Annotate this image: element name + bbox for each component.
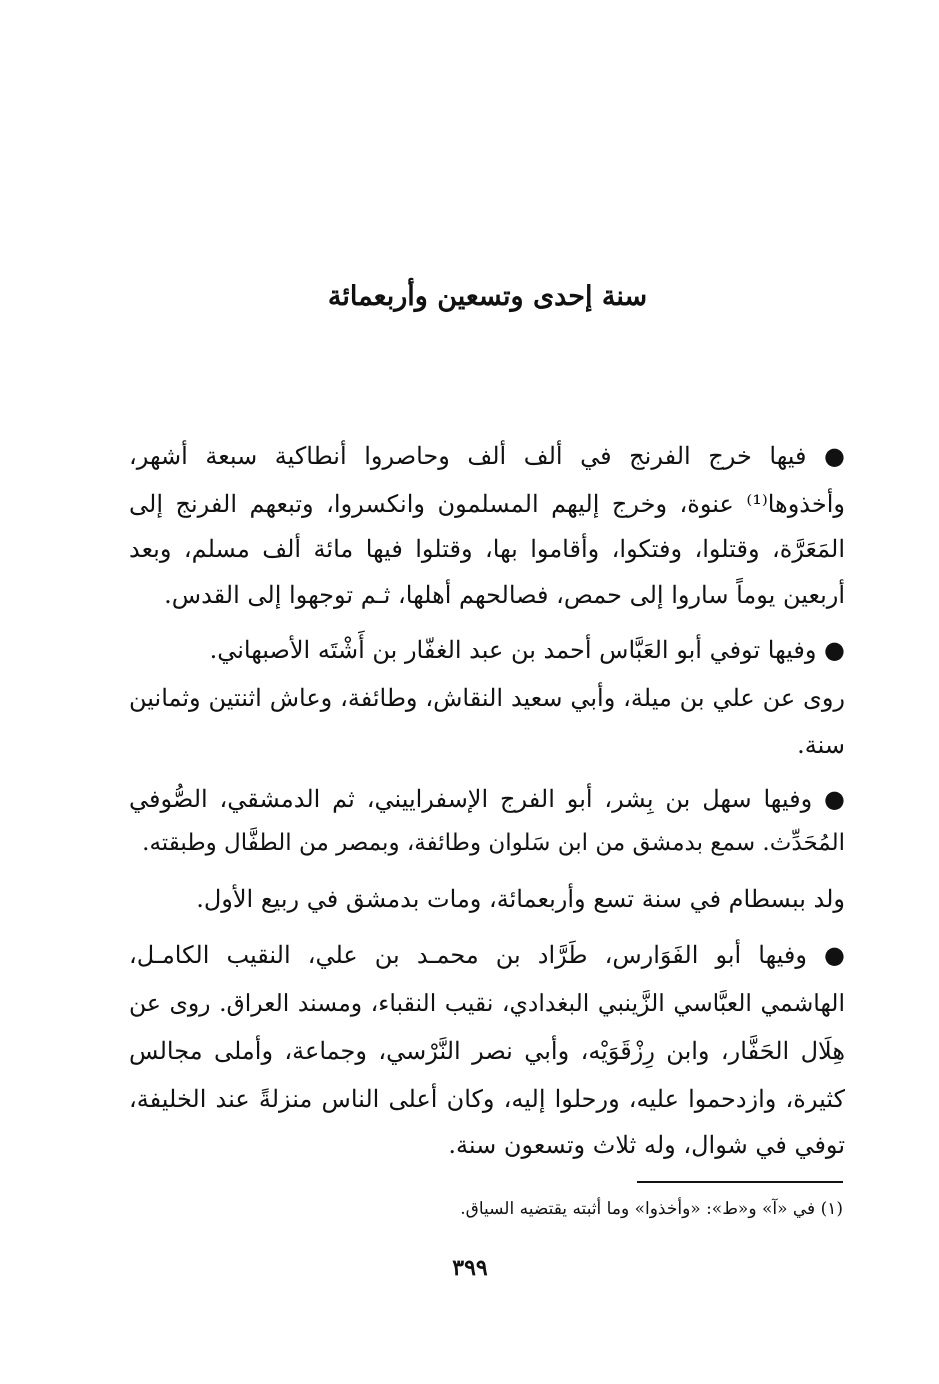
page-number: ٣٩٩ [452,1255,488,1281]
text-line: سنة. [797,731,845,759]
footnote: (١) في «آ» و«ط»: «وأخذوا» وما أثبته يقتضيه السياق. [460,1199,843,1219]
text-line: كثيرة، وازدحموا عليه، ورحلوا إليه، وكان أعلى الناس منزلةً عند الخليفة، [129,1085,845,1113]
text-line: ولد ببسطام في سنة تسع وأربعمائة، ومات بدمشق في ربيع الأول. [196,885,845,913]
text-line: توفي في شوال، وله ثلاث وتسعون سنة. [448,1131,845,1159]
text-line: ● وفيها أبو الفَوَارس، طَرَّاد بن محمـد بن علي، النقيب الكامـل، [129,941,845,969]
footnote-divider [637,1181,843,1183]
text-line: ● وفيها سهل بن بِشر، أبو الفرج الإسفراييني، ثم الدمشقي، الصُّوفي [129,785,845,813]
text-line: روى عن علي بن ميلة، وأبي سعيد النقاش، وطائفة، وعاش اثنتين وثمانين [129,684,845,712]
chapter-title: سنة إحدى وتسعين وأربعمائة [327,281,648,312]
text-line: وأخذوها⁽¹⁾ عنوة، وخرج إليهم المسلمون وانكسروا، وتبعهم الفرنج إلى [129,490,845,518]
text-line: أربعين يوماً ساروا إلى حمص، فصالحهم أهلها، ثـم توجهوا إلى القدس. [164,581,845,609]
text-line: ● وفيها توفي أبو العَبَّاس أحمد بن عبد الغفّار بن أَشْتَه الأصبهاني. [209,636,845,664]
text-line: ● فيها خرج الفرنج في ألف ألف وحاصروا أنطاكية سبعة أشهر، [129,442,845,470]
text-line: الهاشمي العبَّاسي الزَّينبي البغدادي، نقيب النقباء، ومسند العراق. روى عن [129,989,845,1017]
text-line: المُحَدِّث. سمع بدمشق من ابن سَلوان وطائفة، وبمصر من الطفَّال وطبقته. [142,830,845,856]
text-line: المَعَرَّة، وقتلوا، وفتكوا، وأقاموا بها، وقتلوا فيها مائة ألف مسلم، وبعد [129,535,845,563]
text-line: هِلَال الحَفَّار، وابن رِزْقَوَيْه، وأبي نصر النَّرْسي، وجماعة، وأملى مجالس [129,1037,845,1065]
